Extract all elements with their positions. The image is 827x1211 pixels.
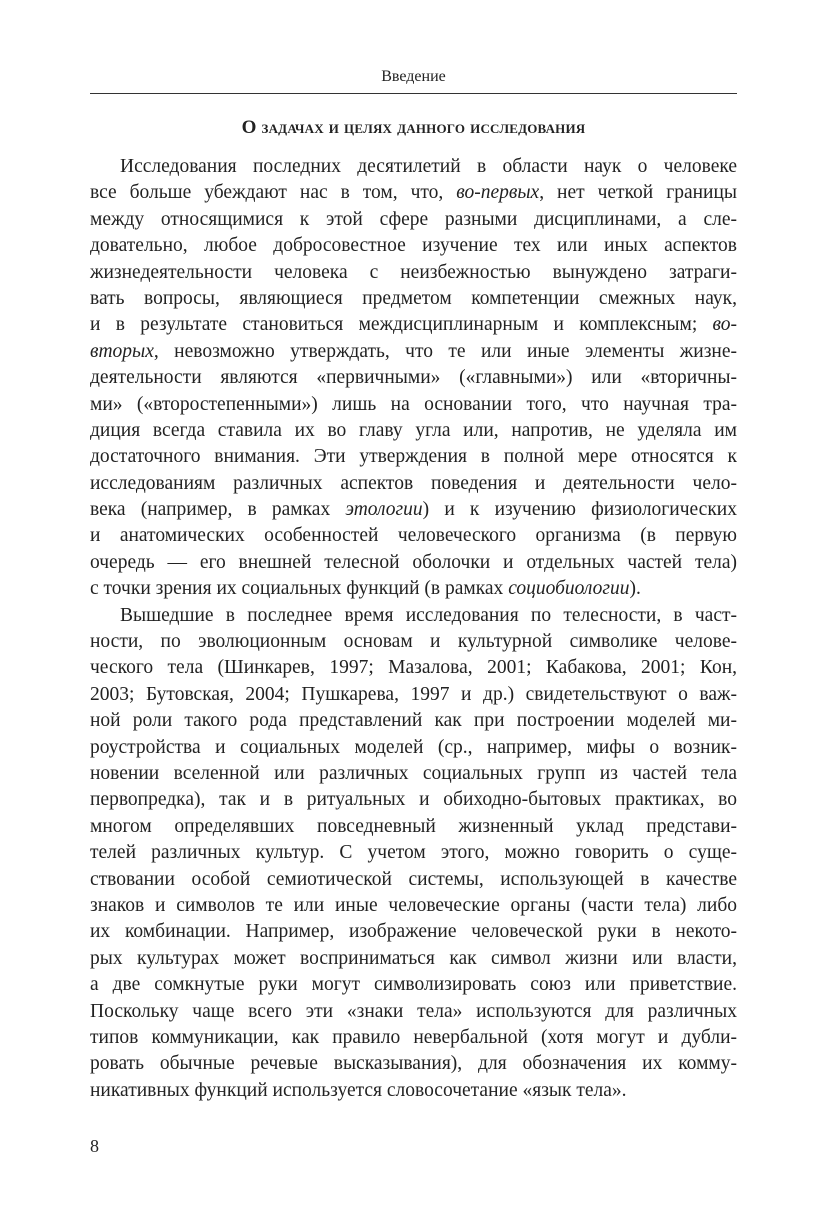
text-line: ной роли такого рода представлений как при построении моделей ми- [90,710,737,732]
text-line: Поскольку чаще всего эти «знаки тела» используются для различных [90,1000,737,1022]
text-line: ности, по эволюционным основам и культурной символике челове- [90,631,737,653]
text-line: ствовании особой семиотической системы, использующей в качестве [90,868,737,890]
text-line: все больше убеждают нас в том, что, во-первых, нет четкой границы [90,182,738,204]
text-line: достаточного внимания. Эти утверждения в полной мере относятся к [90,446,737,468]
text-line: типов коммуникации, как правило невербальной (хотя могут и дубли- [90,1026,737,1048]
text-line: никативных функций используется словосочетание «язык тела». [90,1079,627,1101]
text-line: знаков и символов те или иные человеческие органы (части тела) либо [90,894,737,916]
text-line: вать вопросы, являющиеся предметом компетенции смежных наук, [90,287,737,309]
running-header: Введение [381,68,446,85]
text-line: между относящимися к этой сфере разными дисциплинами, а сле- [90,208,737,230]
text-line: жизнедеятельности человека с неизбежностью вынуждено затраги- [90,261,737,283]
text-line: диция всегда ставила их во главу угла или, напротив, не уделяла им [90,419,737,441]
text-line: роустройства и социальных моделей (ср., например, мифы о возник- [90,736,737,758]
text-line: первопредка), так и в ритуальных и обиходно-бытовых практиках, во [90,789,737,811]
text-line: Вышедшие в последнее время исследования по телесности, в част- [120,604,737,626]
text-line: Исследования последних десятилетий в области наук о человеке [120,156,737,177]
text-line: телей различных культур. С учетом этого, можно говорить о суще- [90,842,737,864]
page-number: 8 [90,1136,99,1156]
text-line: ческого тела (Шинкарев, 1997; Мазалова, 2001; Кабакова, 2001; Кон, [90,657,737,679]
text-line: века (например, в рамках этологии) и к изучению физиологических [90,499,737,521]
text-line: новении вселенной или различных социальных групп из частей тела [90,762,737,784]
text-line: и анатомических особенностей человеческого организма (в первую [90,525,737,547]
text-line: а две сомкнутые руки могут символизировать союз или приветствие. [90,974,737,996]
text-line: с точки зрения их социальных функций (в рамках социобиологии). [90,578,641,600]
text-line: довательно, любое добросовестное изучение тех или иных аспектов [90,235,737,257]
text-line: ми» («второстепенными») лишь на основании того, что научная тра- [90,393,737,415]
text-line: и в результате становиться междисциплинарным и комплексным; во- [90,314,737,336]
text-line: их комбинации. Например, изображение человеческой руки в некото- [90,921,737,943]
text-line: очередь — его внешней телесной оболочки и отдельных частей тела) [90,551,737,573]
text-line: деятельности являются «первичными» («главными») или «вторичны- [90,367,737,389]
text-line: рых культурах может восприниматься как символ жизни или власти, [90,947,737,969]
text-line: многом определявших повседневный жизненный уклад представи- [90,815,737,837]
text-line: исследованиям различных аспектов поведения и деятельности чело- [90,472,737,494]
text-line: вторых, невозможно утверждать, что те или иные элементы жизне- [90,340,737,362]
text-line: 2003; Бутовская, 2004; Пушкарева, 1997 и др.) свидетельствуют о важ- [90,683,737,705]
header-rule [90,93,737,94]
body-text [90,154,737,1104]
text-line: ровать обычные речевые высказывания), для обозначения их комму- [90,1053,737,1075]
section-title: О задачах и целях данного исследования [241,117,586,138]
